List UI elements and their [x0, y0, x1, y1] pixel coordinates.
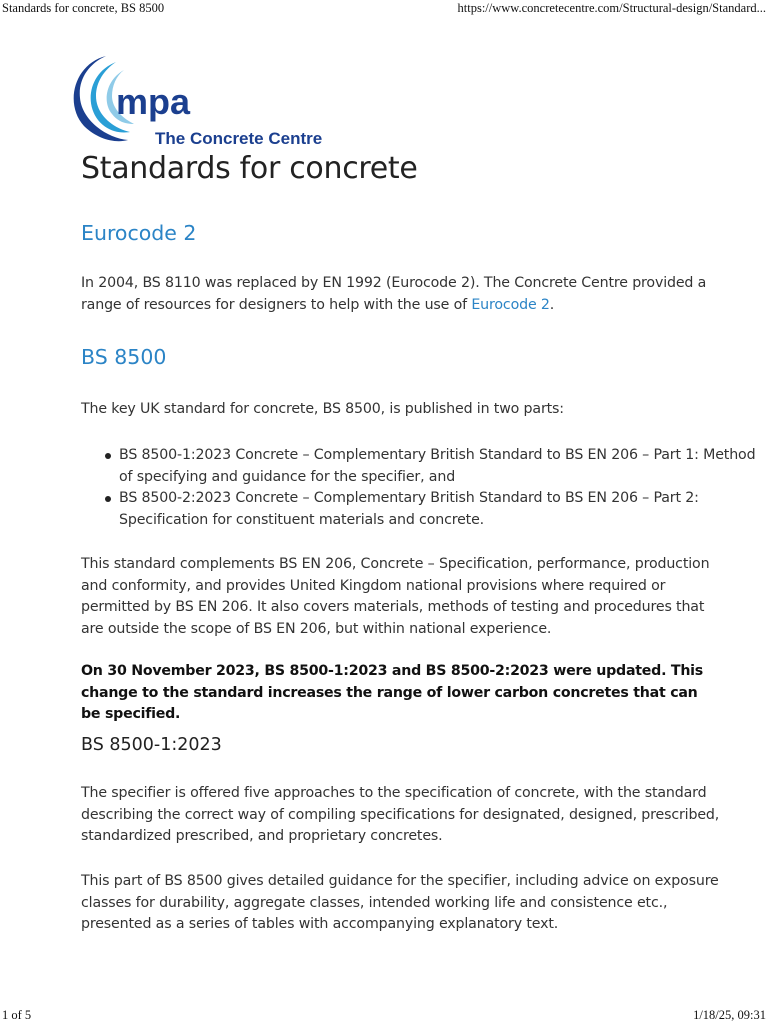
part1-paragraph-1: The specifier is offered five approaches to the specification of concrete, with the standard describing the correct way of compiling specifications for designated, designed, prescribed, standardized prescribed, and proprietary concretes.: [81, 785, 720, 844]
list-item: BS 8500-1:2023 Concrete – Complementary British Standard to BS EN 206 – Part 1: Method of specifying and guidance for the specifier, and: [119, 445, 759, 488]
page-title: Standards for concrete: [81, 151, 418, 186]
mpa-concrete-centre-logo[interactable]: [66, 54, 328, 150]
heading-bs-8500-1: BS 8500-1:2023: [81, 735, 222, 755]
eurocode-text: In 2004, BS 8110 was replaced by EN 1992 (Eurocode 2). The Concrete Centre provided a range of resources for designers to help with the use of: [81, 275, 707, 313]
part1-paragraph-2: This part of BS 8500 gives detailed guidance for the specifier, including advice on exposure classes for durability, aggregate classes, intended working life and consistence etc., presented as a series of tables with accompanying explanatory text.: [81, 873, 719, 932]
update-notice: On 30 November 2023, BS 8500-1:2023 and BS 8500-2:2023 were updated. This change to the standard increases the range of lower carbon concretes that can be specified.: [81, 663, 703, 722]
print-footer-datetime: 1/18/25, 09:31: [693, 1008, 766, 1022]
heading-bs-8500: BS 8500: [81, 345, 167, 369]
logo-arcs-icon: [66, 54, 328, 150]
heading-eurocode-2: Eurocode 2: [81, 221, 197, 245]
list-item: BS 8500-2:2023 Concrete – Complementary British Standard to BS EN 206 – Part 2: Specification for constituent materials and concrete.: [119, 488, 759, 531]
eurocode-paragraph: [81, 273, 721, 316]
eurocode-end: .: [549, 296, 555, 313]
print-header-title: Standards for concrete, BS 8500: [2, 1, 165, 15]
logo-org-text: The Concrete Centre: [155, 129, 323, 148]
bs8500-intro: The key UK standard for concrete, BS 8500, is published in two parts:: [81, 401, 564, 417]
logo-brand-text: mpa: [116, 81, 191, 122]
eurocode-2-link[interactable]: Eurocode 2: [471, 296, 550, 313]
bs8500-parts-list: [81, 445, 759, 531]
print-header-url[interactable]: https://www.concretecentre.com/Structural-design/Standard...: [457, 1, 766, 15]
print-footer-page: 1 of 5: [2, 1008, 32, 1022]
bs8500-description: This standard complements BS EN 206, Concrete – Specification, performance, production and conformity, and provides United Kingdom national provisions where required or permitted by BS EN 206. It also covers materials, methods of testing and procedures that are outside the scope of BS EN 206, but within national experience.: [81, 556, 710, 637]
